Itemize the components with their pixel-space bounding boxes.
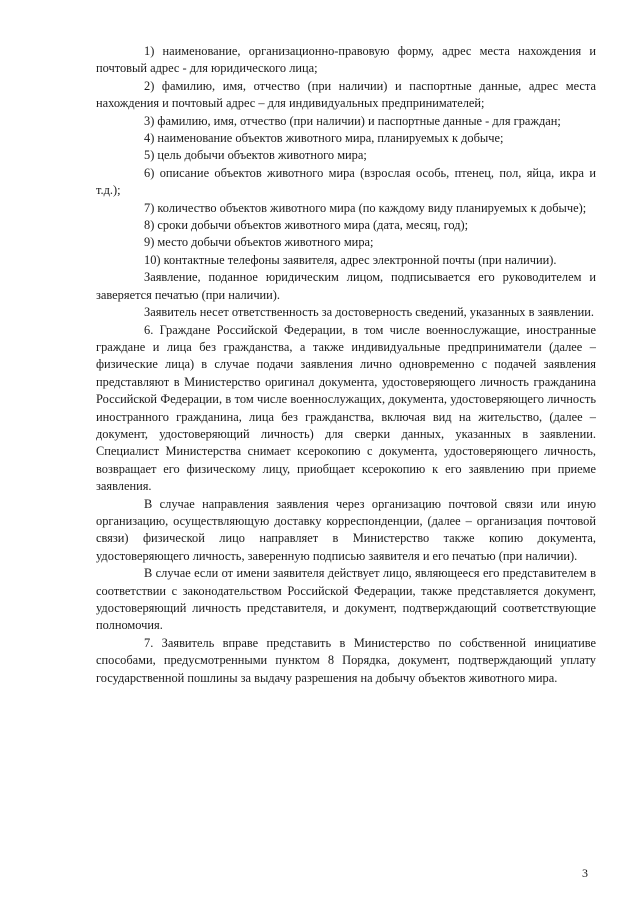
paragraph-signature: Заявление, поданное юридическим лицом, подписывается его руководителем и заверяется печатью (при наличии).: [96, 270, 596, 302]
page-number: 3: [582, 866, 588, 880]
paragraph-responsibility: Заявитель несет ответственность за достоверность сведений, указанных в заявлении.: [144, 305, 594, 320]
paragraph-item-4: 4) наименование объектов животного мира, планируемых к добыче;: [144, 131, 504, 146]
paragraph-item-2: 2) фамилию, имя, отчество (при наличии) и паспортные данные, адрес места нахождения и почтовый адрес – для индивидуальных предпринимателей;: [96, 78, 596, 111]
paragraph-item-9: 9) место добычи объектов животного мира;: [144, 235, 374, 250]
paragraph-representative: В случае если от имени заявителя действует лицо, являющееся его представителем в соответствии с законодательством Российской Федерации, также представляется документ, удостоверяющий личность представителя, и документ, подтверждающий соответствующие полномочия.: [96, 566, 596, 633]
paragraph-clause-6: 6. Граждане Российской Федерации, в том числе военнослужащие, иностранные граждане и лица без гражданства, а также индивидуальные предприниматели (далее – физические лица) в случае подачи заявления лично одновременно с подачей заявления представляют в Министерство оригинал документа, удостоверяющего личность гражданина Российской Федерации, в том числе военнослужащих, документа, удостоверяющего личность иностранного гражданина, лица без гражданства, включая вид на жительство, (далее – документ, удостоверяющий личность) для сверки данных, указанных в заявлении. Специалист Министерства снимает ксерокопию с документа, удостоверяющего личность, возвращает его физическому лицу, приобщает ксерокопию к его заявлению при приеме заявления.: [96, 322, 596, 494]
paragraph-item-10: 10) контактные телефоны заявителя, адрес электронной почты (при наличии).: [144, 252, 557, 267]
paragraph-item-5: 5) цель добычи объектов животного мира;: [144, 148, 367, 163]
paragraph-postal: В случае направления заявления через организацию почтовой связи или иную организацию, осуществляющую доставку корреспонденции, (далее – организация почтовой связи) физической лицо направляет в Министерство также копию документа, удостоверяющего личность, заверенную подписью заявителя и его печатью (при наличии).: [96, 496, 596, 563]
paragraph-item-3: 3) фамилию, имя, отчество (при наличии) и паспортные данные - для граждан;: [144, 113, 561, 128]
paragraph-item-8: 8) сроки добычи объектов животного мира (дата, месяц, год);: [144, 218, 469, 233]
paragraph-item-6: 6) описание объектов животного мира (взрослая особь, птенец, пол, яйца, икра и т.д.);: [96, 165, 596, 198]
document-body: [96, 43, 596, 687]
paragraph-item-7: 7) количество объектов животного мира (по каждому виду планируемых к добыче);: [144, 200, 587, 215]
paragraph-item-1: 1) наименование, организационно-правовую форму, адрес места нахождения и почтовый адрес - для юридического лица;: [96, 44, 596, 76]
paragraph-clause-7: 7. Заявитель вправе представить в Министерство по собственной инициативе способами, предусмотренными пунктом 8 Порядка, документ, подтверждающий уплату государственной пошлины за выдачу разрешения на добычу объектов животного мира.: [96, 635, 596, 685]
